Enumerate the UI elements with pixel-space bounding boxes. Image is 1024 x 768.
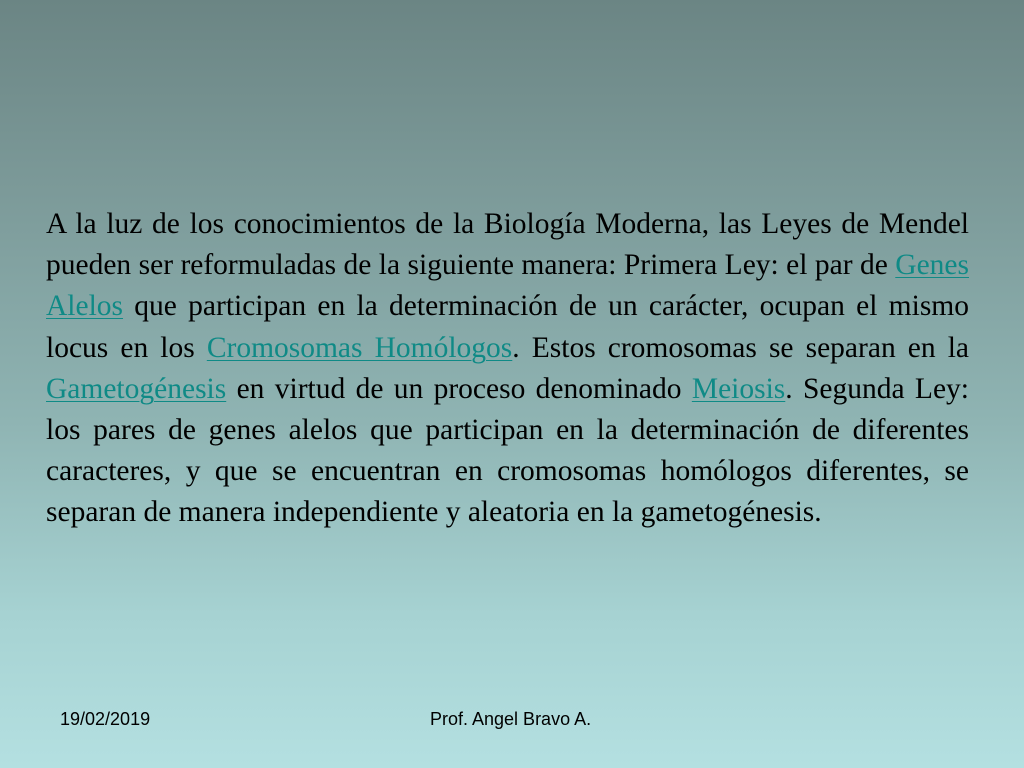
text-segment-2: que participan en la determinación de un carácter, ocupan el mismo locus en los — [46, 290, 969, 364]
link-meiosis[interactable]: Meiosis — [691, 372, 786, 405]
text-segment-3: . Estos cromosomas se separan en la — [512, 331, 970, 364]
link-genes-alelos[interactable]: Genes Alelos — [46, 249, 969, 323]
text-segment-4: en virtud de un proceso denominado — [226, 372, 692, 405]
link-cromosomas-homologos[interactable]: Cromosomas Homólogos — [206, 331, 513, 364]
slide-body-text — [46, 204, 969, 534]
text-segment-5: . Segunda Ley: los pares de genes alelos que participan en la determinación de diferentes caracteres, y que se encuentran en cromosomas homólogos diferentes, se separan de manera independiente y aleatoria en la gametogénesis. — [46, 372, 969, 529]
text-segment-intro: A la luz de los conocimientos de la Biología Moderna, las Leyes de Mendel pueden ser reformuladas de la siguiente manera: Primera Ley: el par de — [46, 208, 969, 282]
footer-author: Prof. Angel Bravo A. — [430, 709, 592, 729]
link-gametogenesis[interactable]: Gametogénesis — [46, 372, 227, 405]
footer-date: 19/02/2019 — [60, 709, 151, 729]
